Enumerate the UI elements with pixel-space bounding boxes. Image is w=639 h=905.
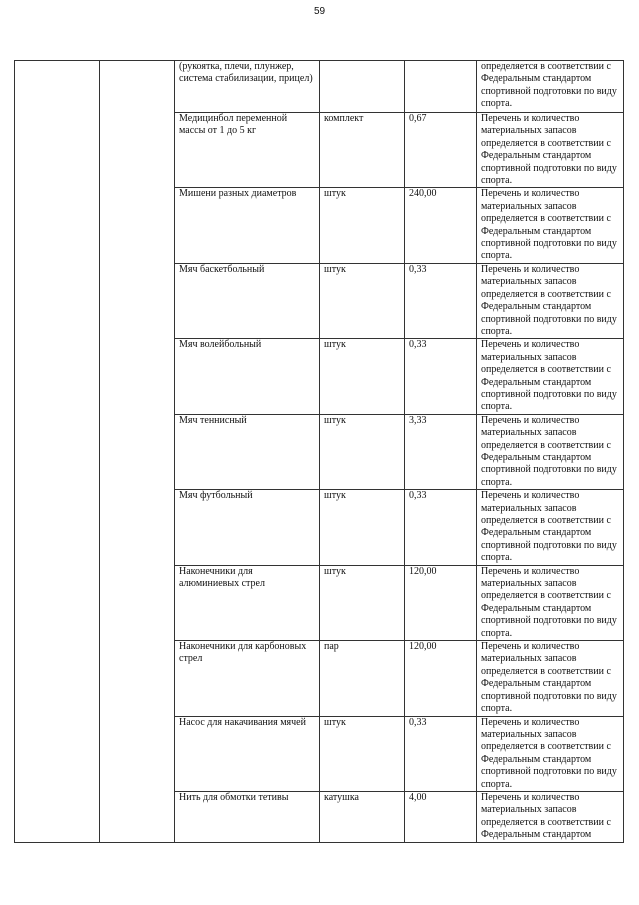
item-name-cell: Мяч футбольный <box>175 490 320 565</box>
item-name-cell: Мяч волейбольный <box>175 339 320 414</box>
note-cell: Перечень и количество материальных запасов определяется в соответствии с Федеральным стандартом спортивной подготовки по виду спорта. <box>477 188 624 263</box>
item-name-cell: Мишени разных диаметров <box>175 188 320 263</box>
quantity-cell: 0,33 <box>405 339 477 414</box>
quantity-cell: 4,00 <box>405 791 477 842</box>
note-cell: Перечень и количество материальных запасов определяется в соответствии с Федеральным стандартом спортивной подготовки по виду спорта. <box>477 113 624 188</box>
note-cell: Перечень и количество материальных запасов определяется в соответствии с Федеральным стандартом спортивной подготовки по виду спорта. <box>477 490 624 565</box>
quantity-cell: 0,67 <box>405 113 477 188</box>
quantity-cell: 0,33 <box>405 490 477 565</box>
merged-cell-col-1 <box>15 61 100 843</box>
item-name-cell: Медицинбол переменной массы от 1 до 5 кг <box>175 113 320 188</box>
page-number: 59 <box>313 6 326 17</box>
unit-cell: штук <box>320 339 405 414</box>
note-cell: Перечень и количество материальных запасов определяется в соответствии с Федеральным стандартом спортивной подготовки по виду спорта. <box>477 716 624 791</box>
quantity-cell: 120,00 <box>405 565 477 640</box>
note-cell: Перечень и количество материальных запасов определяется в соответствии с Федеральным стандартом спортивной подготовки по виду спорта. <box>477 414 624 489</box>
note-cell: определяется в соответствии с Федеральным стандартом спортивной подготовки по виду спорта. <box>477 61 624 113</box>
unit-cell: штук <box>320 716 405 791</box>
unit-cell: комплект <box>320 113 405 188</box>
quantity-cell: 0,33 <box>405 263 477 338</box>
unit-cell: штук <box>320 565 405 640</box>
note-cell: Перечень и количество материальных запасов определяется в соответствии с Федеральным стандартом спортивной подготовки по виду спорта. <box>477 641 624 716</box>
unit-cell: штук <box>320 188 405 263</box>
unit-cell: штук <box>320 263 405 338</box>
item-name-cell: Нить для обмотки тетивы <box>175 791 320 842</box>
note-cell: Перечень и количество материальных запасов определяется в соответствии с Федеральным стандартом <box>477 791 624 842</box>
equipment-table <box>14 60 624 843</box>
quantity-cell: 240,00 <box>405 188 477 263</box>
unit-cell: штук <box>320 414 405 489</box>
quantity-cell: 120,00 <box>405 641 477 716</box>
item-name-cell: Наконечники для карбоновых стрел <box>175 641 320 716</box>
unit-cell: штук <box>320 490 405 565</box>
item-name-cell: Мяч теннисный <box>175 414 320 489</box>
quantity-cell: 0,33 <box>405 716 477 791</box>
note-cell: Перечень и количество материальных запасов определяется в соответствии с Федеральным стандартом спортивной подготовки по виду спорта. <box>477 565 624 640</box>
note-cell: Перечень и количество материальных запасов определяется в соответствии с Федеральным стандартом спортивной подготовки по виду спорта. <box>477 263 624 338</box>
item-name-cell: Наконечники для алюминиевых стрел <box>175 565 320 640</box>
unit-cell: пар <box>320 641 405 716</box>
unit-cell: катушка <box>320 791 405 842</box>
table-row <box>15 61 624 113</box>
merged-cell-col-2 <box>100 61 175 843</box>
item-name-cell: Мяч баскетбольный <box>175 263 320 338</box>
unit-cell <box>320 61 405 113</box>
item-name-cell: (рукоятка, плечи, плунжер, система стабилизации, прицел) <box>175 61 320 113</box>
quantity-cell <box>405 61 477 113</box>
note-cell: Перечень и количество материальных запасов определяется в соответствии с Федеральным стандартом спортивной подготовки по виду спорта. <box>477 339 624 414</box>
quantity-cell: 3,33 <box>405 414 477 489</box>
item-name-cell: Насос для накачивания мячей <box>175 716 320 791</box>
